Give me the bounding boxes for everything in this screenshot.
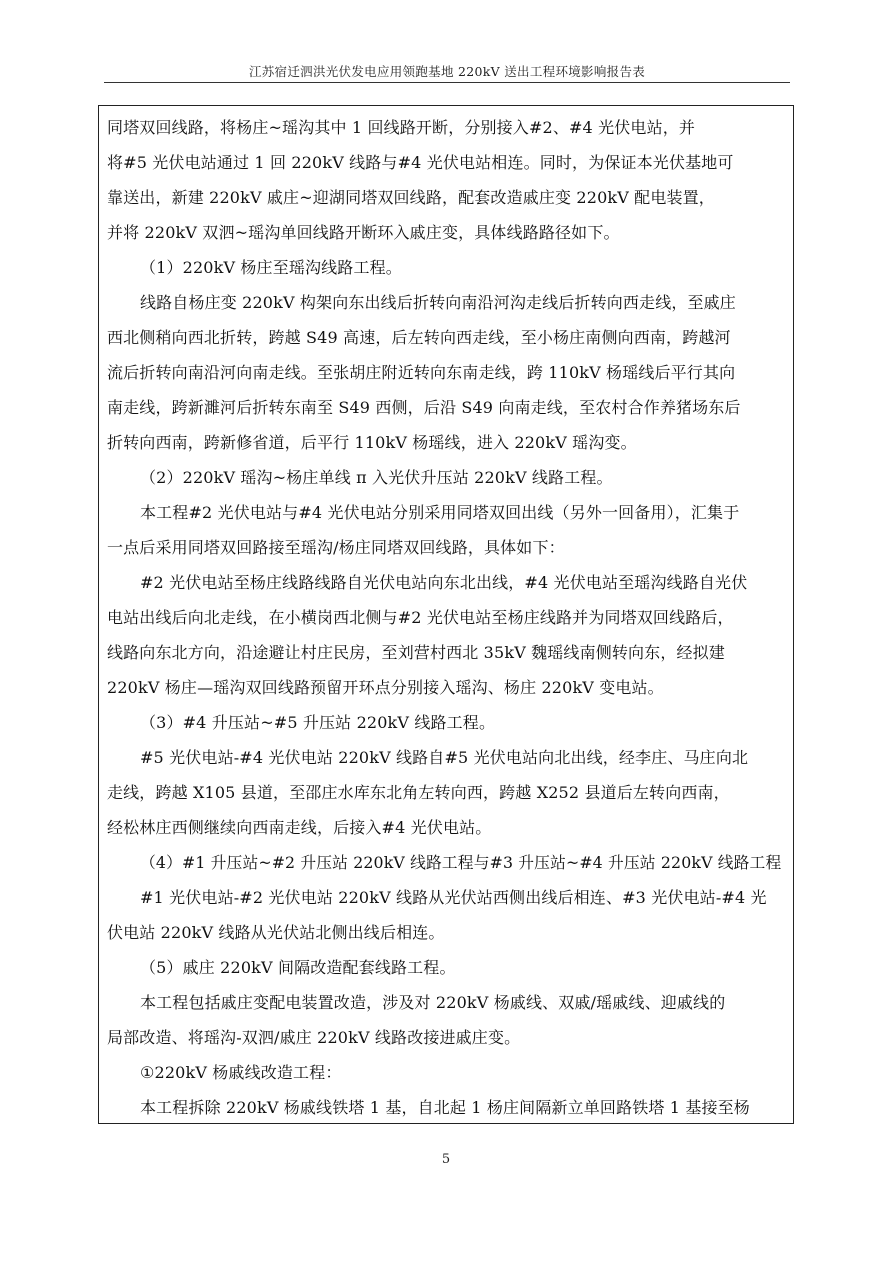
text-line: 本工程拆除 220kV 杨戚线铁塔 1 基，自北起 1 杨庄间隔新立单回路铁塔 1 基接至杨 xyxy=(140,1098,750,1117)
text-line: 西北侧稍向西北折转，跨越 S49 高速，后左转向西走线，至小杨庄南侧向西南，跨越河 xyxy=(107,328,731,347)
text-line: 靠送出，新建 220kV 戚庄~迎湖同塔双回线路，配套改造戚庄变 220kV 配电装置， xyxy=(107,188,715,207)
text-line: 本工程包括戚庄变配电装置改造，涉及对 220kV 杨戚线、双戚/瑶戚线、迎戚线的 xyxy=(140,993,726,1012)
text-line: 经松林庄西侧继续向西南走线，后接入#4 光伏电站。 xyxy=(107,818,492,837)
text-line: 同塔双回线路，将杨庄~瑶沟其中 1 回线路开断，分别接入#2、#4 光伏电站，并 xyxy=(107,118,696,137)
text-line: 线路向东北方向，沿途避让村庄民房，至刘营村西北 35kV 魏瑶线南侧转向东，经拟建 xyxy=(107,643,725,662)
text-line: #2 光伏电站至杨庄线路线路自光伏电站向东北出线，#4 光伏电站至瑶沟线路自光伏 xyxy=(140,573,748,592)
header-rule xyxy=(104,82,790,83)
text-line: 一点后采用同塔双回路接至瑶沟/杨庄同塔双回线路，具体如下： xyxy=(107,538,565,557)
text-line: ①220kV 杨戚线改造工程： xyxy=(140,1063,342,1082)
text-line: 折转向西南，跨新修省道，后平行 110kV 杨瑶线，进入 220kV 瑶沟变。 xyxy=(107,433,637,452)
text-line: 电站出线后向北走线，在小横岗西北侧与#2 光伏电站至杨庄线路并为同塔双回线路后， xyxy=(107,608,734,627)
text-line: 将#5 光伏电站通过 1 回 220kV 线路与#4 光伏电站相连。同时，为保证本光伏基地可 xyxy=(107,153,734,172)
text-line: 南走线，跨新濉河后折转东南至 S49 西侧，后沿 S49 向南走线，至农村合作养猪场东后 xyxy=(107,398,741,417)
text-line: 局部改造、将瑶沟-双泗/戚庄 220kV 线路改接进戚庄变。 xyxy=(107,1028,521,1047)
text-line: （4）#1 升压站~#2 升压站 220kV 线路工程与#3 升压站~#4 升压站 220kV 线路工程 xyxy=(140,853,782,872)
text-line: 本工程#2 光伏电站与#4 光伏电站分别采用同塔双回出线（另外一回备用），汇集于 xyxy=(140,503,740,522)
text-line: 流后折转向南沿河向南走线。至张胡庄附近转向东南走线，跨 110kV 杨瑶线后平行其向 xyxy=(107,363,736,382)
text-line: （2）220kV 瑶沟~杨庄单线 π 入光伏升压站 220kV 线路工程。 xyxy=(140,468,613,487)
body-text xyxy=(107,110,787,1125)
text-line: 220kV 杨庄—瑶沟双回线路预留开环点分别接入瑶沟、杨庄 220kV 变电站。 xyxy=(107,678,664,697)
text-line: 伏电站 220kV 线路从光伏站北侧出线后相连。 xyxy=(107,923,445,942)
text-line: #5 光伏电站-#4 光伏电站 220kV 线路自#5 光伏电站向北出线，经李庄、马庄向北 xyxy=(140,748,749,767)
text-line: 并将 220kV 双泗~瑶沟单回线路开断环入戚庄变，具体线路路径如下。 xyxy=(107,223,620,242)
text-line: 线路自杨庄变 220kV 构架向东出线后折转向南沿河沟走线后折转向西走线，至戚庄 xyxy=(140,293,736,312)
text-line: （3）#4 升压站~#5 升压站 220kV 线路工程。 xyxy=(140,713,496,732)
text-line: #1 光伏电站-#2 光伏电站 220kV 线路从光伏站西侧出线后相连、#3 光伏电站-#4 光 xyxy=(140,888,767,907)
page-number: 5 xyxy=(441,1152,451,1167)
text-line: （5）戚庄 220kV 间隔改造配套线路工程。 xyxy=(140,958,456,977)
document-header: 江苏宿迁泗洪光伏发电应用领跑基地 220kV 送出工程环境影响报告表 xyxy=(248,64,646,79)
text-line: （1）220kV 杨庄至瑶沟线路工程。 xyxy=(140,258,402,277)
text-line: 走线，跨越 X105 县道，至邵庄水库东北角左转向西，跨越 X252 县道后左转向西南， xyxy=(107,783,730,802)
